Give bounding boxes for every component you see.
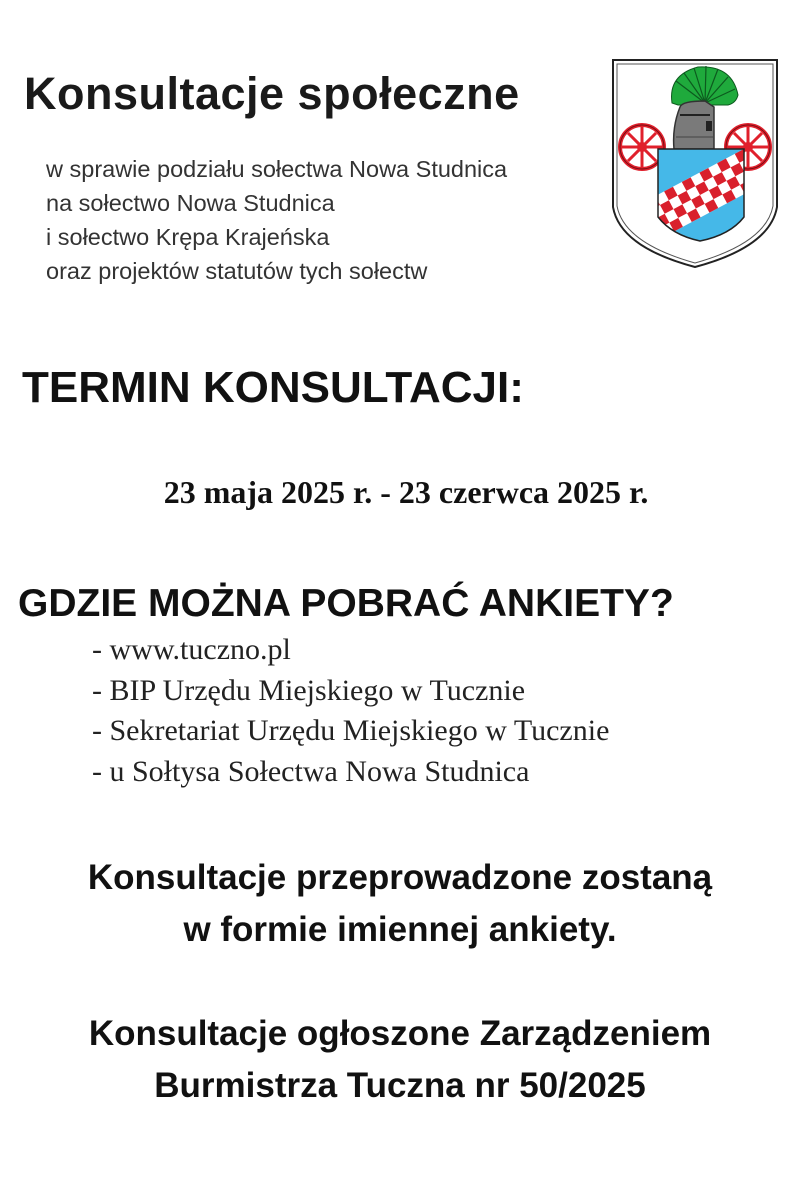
form-info	[0, 852, 800, 956]
list-item: - BIP Urzędu Miejskiego w Tucznie	[92, 671, 609, 712]
subtitle	[46, 152, 507, 288]
subtitle-line: w sprawie podziału sołectwa Nowa Studnica	[46, 156, 508, 182]
subtitle-line: na sołectwo Nowa Studnica	[46, 190, 335, 216]
ordinance-info	[0, 1008, 800, 1112]
list-item: - u Sołtysa Sołectwa Nowa Studnica	[92, 752, 609, 793]
where-heading: GDZIE MOŻNA POBRAĆ ANKIETY?	[18, 582, 674, 625]
list-item: - Sekretariat Urzędu Miejskiego w Tucznie	[92, 711, 609, 752]
subtitle-line: oraz projektów statutów tych sołectw	[46, 258, 428, 284]
consultation-dates: 23 maja 2025 r. - 23 czerwca 2025 r.	[163, 474, 649, 510]
ordinance-line: Burmistrza Tuczna nr 50/2025	[154, 1066, 646, 1105]
subtitle-line: i sołectwo Krępa Krajeńska	[46, 224, 330, 250]
ordinance-line: Konsultacje ogłoszone Zarządzeniem	[88, 1014, 712, 1053]
form-info-line: Konsultacje przeprowadzone zostaną	[87, 858, 713, 897]
where-list	[92, 630, 609, 792]
list-item: - www.tuczno.pl	[92, 630, 609, 671]
coat-of-arms-icon	[610, 57, 780, 270]
termin-heading: TERMIN KONSULTACJI:	[22, 363, 524, 412]
form-info-line: w formie imiennej ankiety.	[183, 910, 617, 949]
page-title: Konsultacje społeczne	[24, 68, 520, 119]
